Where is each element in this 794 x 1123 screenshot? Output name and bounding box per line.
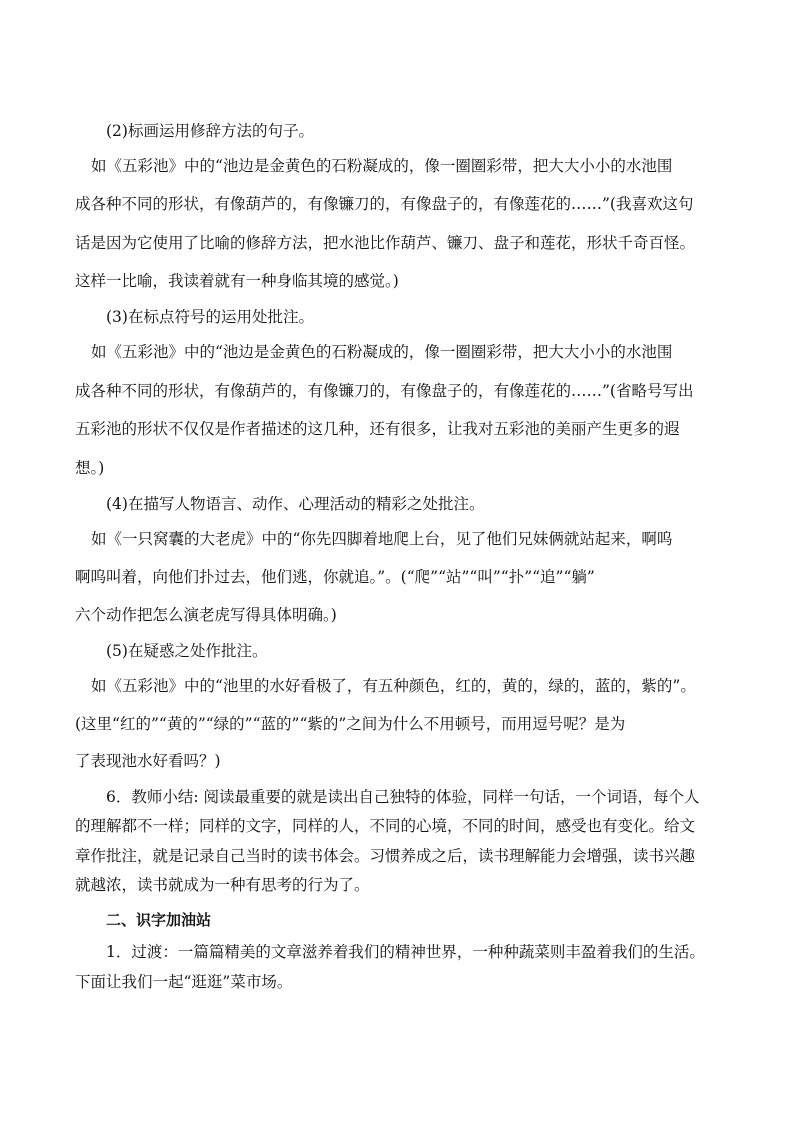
paragraph-line: 如《一只窝囊的大老虎》中的“你先四脚着地爬上台，见了他们兄妹俩就站起来，啊呜	[91, 530, 673, 548]
paragraph-line: 啊呜叫着，向他们扑过去，他们逃，你就追。”。(“爬”“站”“叫”“扑”“追”“躺”	[75, 568, 595, 586]
paragraph-line: 如《五彩池》中的“池里的水好看极了，有五种颜色，红的，黄的，绿的，蓝的，紫的”。	[91, 677, 696, 695]
paragraph-line: 章作批注，就是记录自己当时的读书体会。习惯养成之后，读书理解能力会增强，读书兴趣	[75, 847, 696, 865]
paragraph-line: 成各种不同的形状，有像葫芦的，有像镰刀的，有像盘子的，有像莲花的……”(我喜欢这句	[75, 195, 694, 213]
paragraph-line: 下面让我们一起“逛逛”菜市场。	[75, 973, 293, 991]
subheading-5: (5)在疑惑之处作批注。	[106, 642, 268, 660]
paragraph-line: 这样一比喻，我读着就有一种身临其境的感觉。)	[75, 272, 399, 290]
paragraph-line: 如《五彩池》中的“池边是金黄色的石粉凝成的，像一圈圈彩带，把大大小小的水池围	[91, 157, 673, 175]
paragraph-line: 1．过渡：一篇篇精美的文章滋养着我们的精神世界，一种种蔬菜则丰盈着我们的生活。	[106, 943, 705, 961]
paragraph-line: 六个动作把怎么演老虎写得具体明确。)	[75, 606, 337, 624]
paragraph-line: 如《五彩池》中的“池边是金黄色的石粉凝成的，像一圈圈彩带，把大大小小的水池围	[91, 343, 673, 361]
subheading-4: (4)在描写人物语言、动作、心理活动的精彩之处批注。	[106, 495, 485, 513]
subheading-3: (3)在标点符号的运用处批注。	[106, 308, 314, 326]
section-heading: 二、识字加油站	[106, 911, 212, 929]
paragraph-line: (这里“红的”“黄的”“绿的”“蓝的”“紫的”之间为什么不用顿号，而用逗号呢？是为	[75, 715, 626, 733]
paragraph-line: 就越浓，读书就成为一种有思考的行为了。	[75, 876, 370, 894]
subheading-2: (2)标画运用修辞方法的句子。	[106, 122, 314, 140]
paragraph-line: 话是因为它使用了比喻的修辞方法，把水池比作葫芦、镰刀、盘子和莲花，形状千奇百怪。	[75, 234, 696, 252]
paragraph-line: 成各种不同的形状，有像葫芦的，有像镰刀的，有像盘子的，有像莲花的……”(省略号写出	[75, 382, 694, 400]
paragraph-line: 五彩池的形状不仅仅是作者描述的这几种，还有很多，让我对五彩池的美丽产生更多的遐	[75, 420, 680, 438]
section-6-summary: 6．教师小结: 阅读最重要的就是读出自己独特的体验，同样一句话，一个词语，每个人	[106, 788, 700, 806]
paragraph-line: 想。)	[75, 459, 105, 477]
paragraph-line: 了表现池水好看吗？)	[75, 752, 221, 770]
paragraph-line: 的理解都不一样；同样的文字，同样的人，不同的心境，不同的时间，感受也有变化。给文	[75, 817, 696, 835]
